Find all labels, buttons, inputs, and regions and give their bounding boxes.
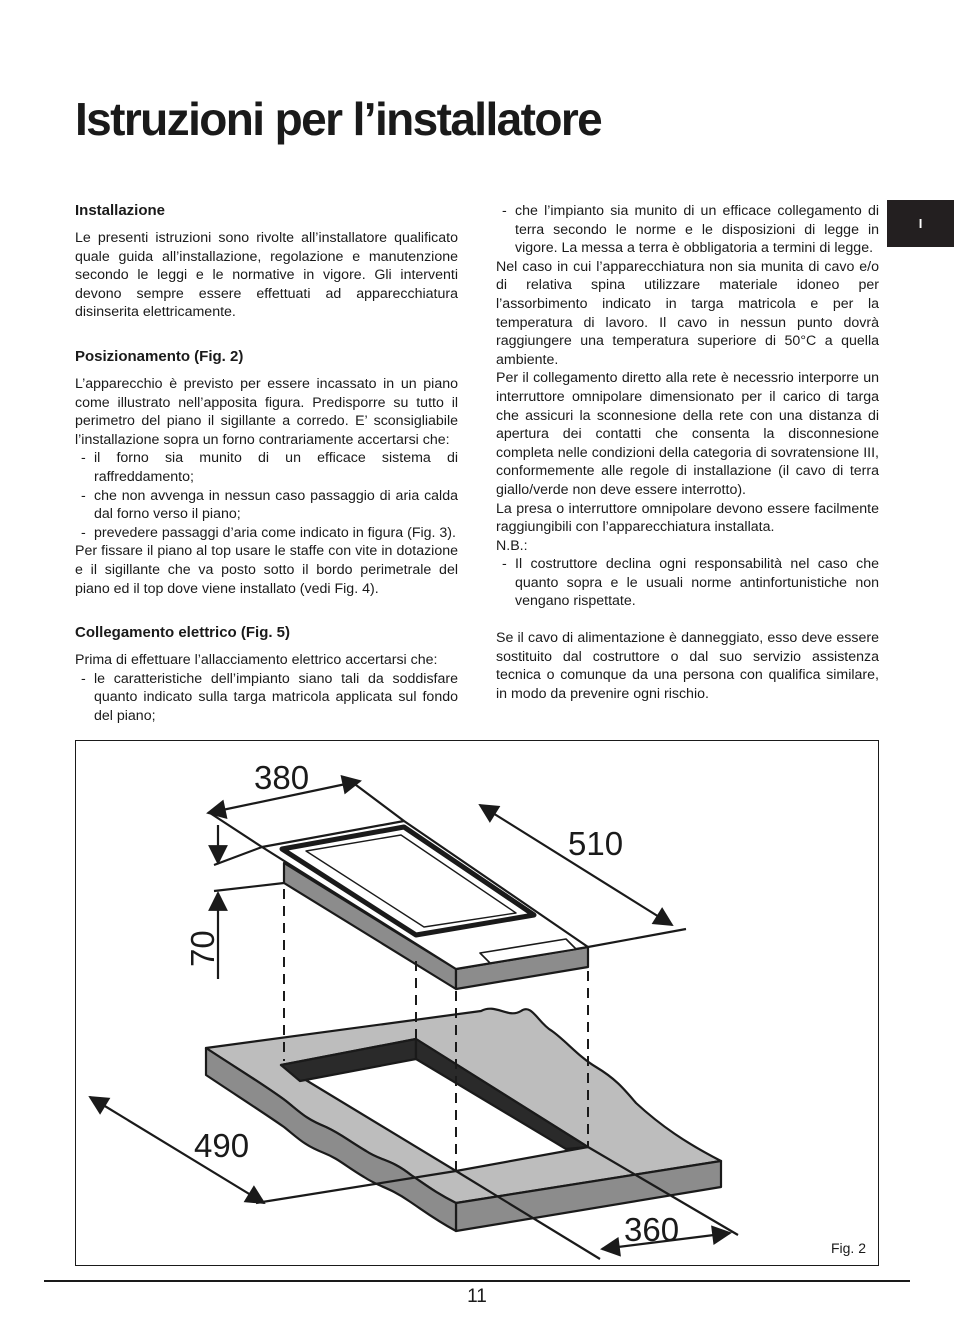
language-tab — [887, 200, 954, 247]
page-title: Istruzioni per l’installatore — [75, 93, 602, 145]
paragraph-collegamento-intro: Prima di effettuare l’allacciamento elettrico accertarsi che: — [75, 652, 438, 669]
figure-2 — [75, 740, 879, 1266]
dim-70-extension-bottom — [214, 883, 284, 891]
dim-label-380: 380 — [254, 759, 310, 796]
list-item: - che l’impianto sia munito di un efficace collegamento di terra secondo le norme e le disposizioni di legge in vigore. La messa a terra è obbligatoria a termini di legge. — [502, 203, 879, 257]
dim-380-extension-right — [348, 779, 404, 821]
list-nb — [496, 555, 879, 611]
heading-collegamento: Collegamento elettrico (Fig. 5) — [75, 624, 291, 642]
installation-diagram — [76, 741, 878, 1265]
dim-label-510: 510 — [568, 825, 624, 862]
right-column — [496, 202, 879, 703]
dim-label-490: 490 — [194, 1127, 250, 1164]
hob — [262, 821, 588, 989]
paragraph-installazione: Le presenti istruzioni sono rivolte all’installatore qualificato quale guida all’installazione, regolazione e manutenzione secondo le leggi e le normative in vigore. Gli interventi devono sempre essere effettuati ad apparecchiatura disinserita elettricamente. — [75, 230, 458, 321]
paragraph-posizionamento-intro: L’apparecchio è previsto per essere incassato in un piano come illustrato nell’apposita figura. Predisporre su tutto il perimetro del piano il sigillante a corredo. E’ sconsigliabile l’installazione sopra un forno contrariamente accertarsi che: — [75, 375, 458, 448]
paragraph-danneggiato: Se il cavo di alimentazione è danneggiato, esso deve essere sostituito dal costruttore o dal suo servizio assistenza tecnica o comunque da una persona con qualifica similare, in modo da prevenire ogni rischio. — [496, 630, 879, 702]
heading-installazione: Installazione — [75, 202, 166, 219]
list-collegamento-continued — [496, 202, 879, 258]
list-collegamento — [75, 670, 458, 726]
list-item: - il forno sia munito di un efficace sistema di raffreddamento; — [81, 450, 458, 485]
dim-510-extension — [588, 929, 686, 947]
paragraph-rete: Per il collegamento diretto alla rete è necessrio interporre un interruttore omnipolare dimensionato per il carico di targa che assicuri la sconnesione della rete con una distanza di apertura dei contatti che consenta la disconnesione completa nelle condizioni della categoria di sovratensione III, conformemente alle regole di installazione (il cavo di terra giallo/verde non deve essere interrotto). — [496, 370, 879, 498]
paragraph-presa: La presa o interruttore omnipolare devono essere facilmente raggiungibili con l’apparecchiatura installata. — [496, 500, 879, 536]
figure-caption: Fig. 2 — [830, 1240, 866, 1256]
heading-posizionamento: Posizionamento (Fig. 2) — [75, 347, 244, 365]
dim-label-360: 360 — [624, 1211, 680, 1248]
paragraph-cavo: Nel caso in cui l’apparecchiatura non sia munita di cavo e/o di relativa spina utilizzare materiale idoneo per l’assorbimento indicato in targa matricola e per la temperatura di lavoro. Il cavo in nessun punto dovrà raggiungere una temperatura superiore di 50°C a quella ambiente. — [496, 258, 879, 368]
page-number: 11 — [467, 1286, 487, 1307]
list-item: - che non avvenga in nessun caso passaggio di aria calda dal forno verso il piano; — [81, 487, 458, 523]
left-column — [75, 202, 458, 725]
nb-label: N.B.: — [496, 537, 528, 554]
language-tab-label: I — [918, 216, 923, 231]
list-posizionamento — [75, 449, 458, 542]
list-item: - Il costruttore declina ogni responsabilità nel caso che quanto sopra e le usuali norme antinfortunistiche non vengano rispettate. — [502, 556, 879, 610]
paragraph-posizionamento-outro: Per fissare il piano al top usare le staffe con vite in dotazione e il sigillante che va posto sotto il bordo perimetrale del piano ed il top dove viene installato (vedi Fig. 4). — [75, 543, 458, 597]
dim-70-extension-top — [214, 847, 262, 865]
dim-label-70: 70 — [184, 930, 221, 967]
footer-rule — [44, 1280, 910, 1282]
list-item: - prevedere passaggi d’aria come indicato in figura (Fig. 3). — [81, 524, 456, 541]
list-item: - le caratteristiche dell’impianto siano tali da soddisfare quanto indicato sulla targa matricola applicata sul fondo del piano; — [81, 670, 458, 724]
